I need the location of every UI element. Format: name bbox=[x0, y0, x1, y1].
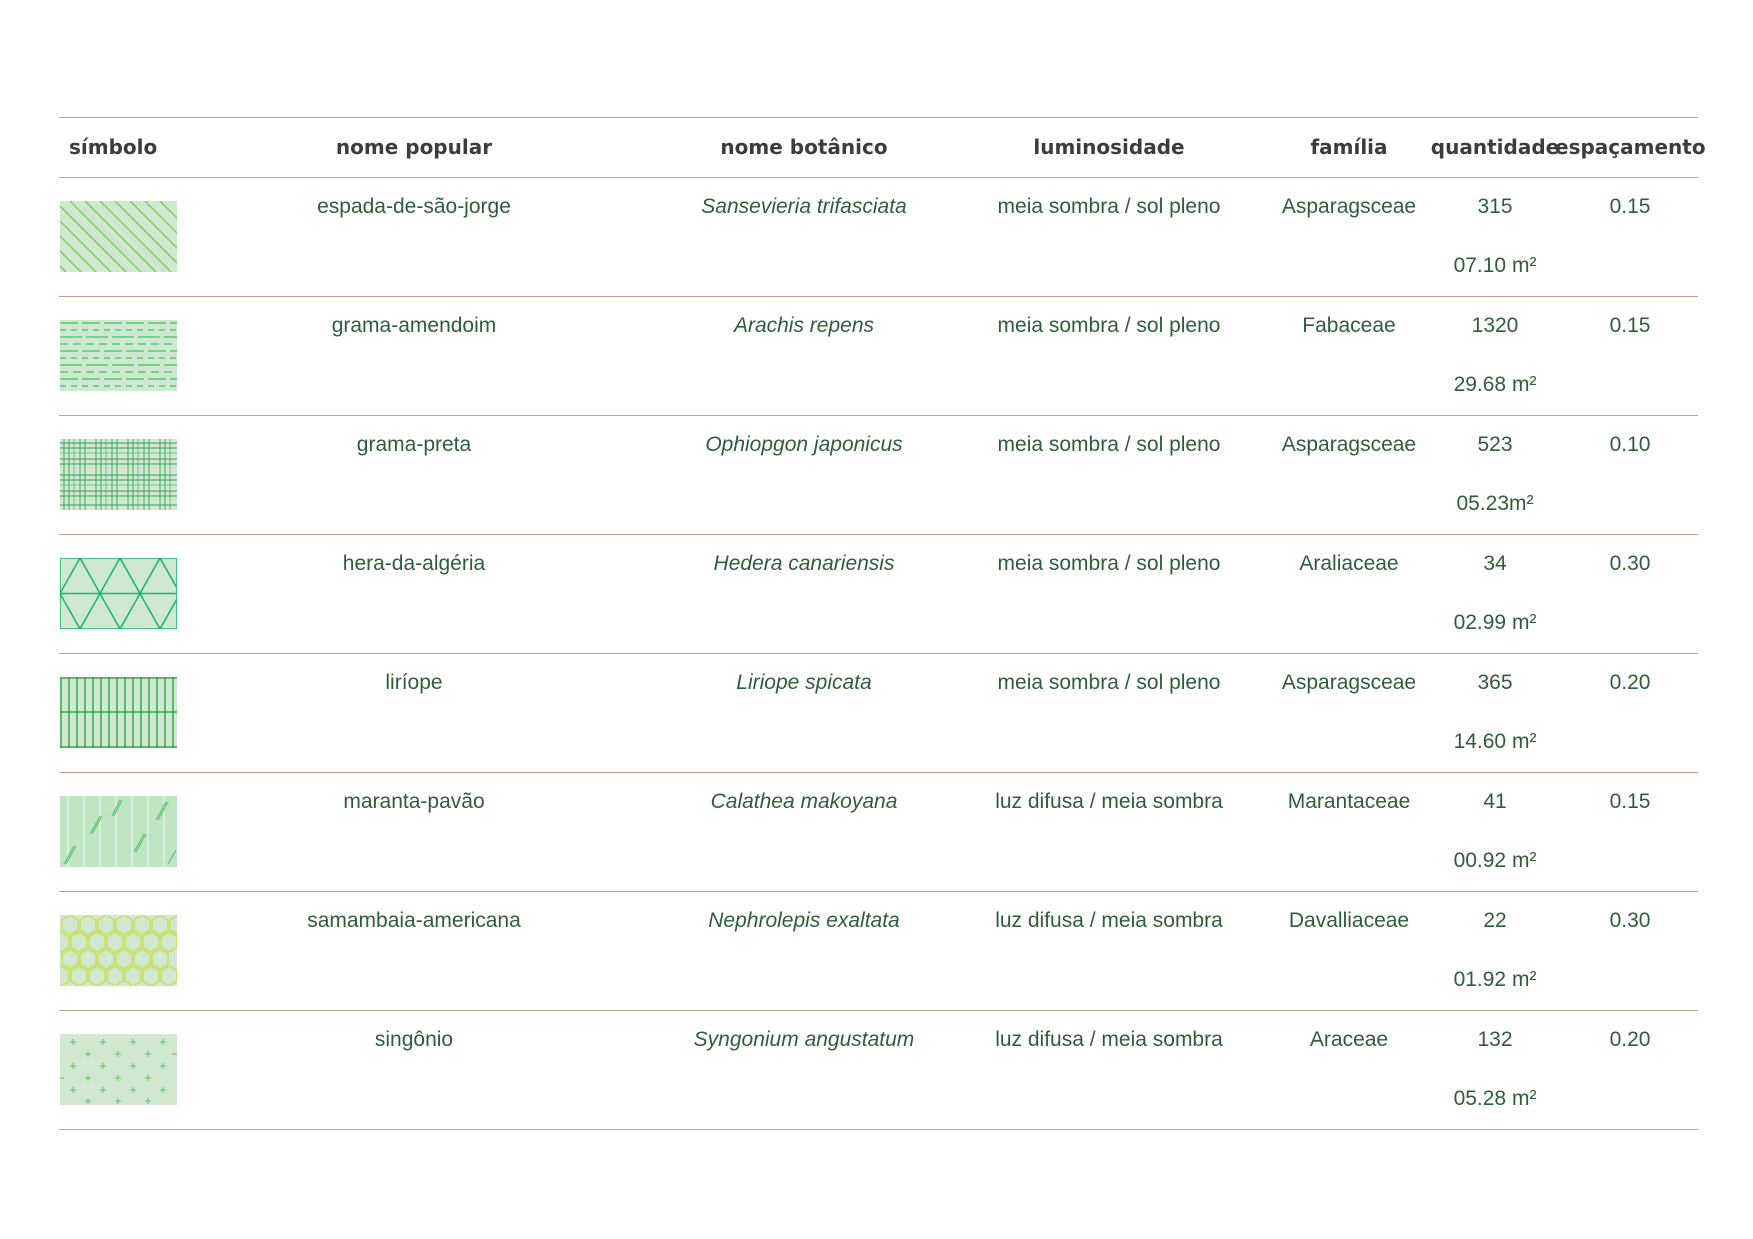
luminosidade: meia sombra / sol pleno bbox=[997, 195, 1221, 218]
luminosidade: meia sombra / sol pleno bbox=[997, 314, 1221, 337]
header-quantidade: quantidade bbox=[1430, 135, 1560, 159]
dashed-horizontal-lines-pattern-icon bbox=[60, 320, 177, 391]
nome-popular: espada-de-são-jorge bbox=[317, 195, 511, 218]
espacamento: 0.15 bbox=[1609, 314, 1651, 337]
luminosidade: luz difusa / meia sombra bbox=[995, 1028, 1223, 1051]
nome-popular: grama-preta bbox=[356, 433, 472, 456]
espacamento: 0.15 bbox=[1609, 790, 1651, 813]
familia: Fabaceae bbox=[1302, 314, 1396, 337]
hexagon-pattern-icon bbox=[60, 915, 177, 986]
luminosidade: luz difusa / meia sombra bbox=[995, 909, 1223, 932]
luminosidade: luz difusa / meia sombra bbox=[995, 790, 1223, 813]
quantidade: 132 bbox=[1477, 1028, 1513, 1051]
nome-botanico: Hedera canariensis bbox=[713, 552, 895, 575]
header-familia: família bbox=[1310, 135, 1388, 159]
table-row bbox=[59, 178, 1698, 297]
striped-leaf-pattern-icon bbox=[60, 796, 177, 867]
nome-botanico: Sansevieria trifasciata bbox=[701, 195, 907, 218]
table-header bbox=[59, 118, 1706, 178]
area: 29.68 m² bbox=[1453, 373, 1537, 396]
nome-popular: maranta-pavão bbox=[343, 790, 485, 813]
quantidade: 41 bbox=[1483, 790, 1507, 813]
espacamento: 0.10 bbox=[1609, 433, 1651, 456]
area: 02.99 m² bbox=[1453, 611, 1537, 634]
familia: Asparagsceae bbox=[1281, 195, 1417, 218]
area: 00.92 m² bbox=[1453, 849, 1537, 872]
quantidade: 365 bbox=[1477, 671, 1513, 694]
familia: Marantaceae bbox=[1287, 790, 1411, 813]
familia: Asparagsceae bbox=[1281, 671, 1417, 694]
header-nome-popular: nome popular bbox=[335, 135, 493, 159]
nome-botanico: Arachis repens bbox=[733, 314, 875, 337]
familia: Araliaceae bbox=[1299, 552, 1399, 575]
area: 07.10 m² bbox=[1453, 254, 1537, 277]
header-nome-botanico: nome botânico bbox=[720, 135, 888, 159]
quantidade: 34 bbox=[1483, 552, 1507, 575]
triangular-lattice-pattern-icon bbox=[60, 558, 177, 629]
table-row bbox=[59, 654, 1698, 773]
familia: Araceae bbox=[1309, 1028, 1389, 1051]
luminosidade: meia sombra / sol pleno bbox=[997, 433, 1221, 456]
familia: Davalliaceae bbox=[1288, 909, 1410, 932]
familia: Asparagsceae bbox=[1281, 433, 1417, 456]
header-espacamento: espaçamento bbox=[1555, 135, 1706, 159]
nome-popular: hera-da-algéria bbox=[342, 552, 486, 575]
espacamento: 0.15 bbox=[1609, 195, 1651, 218]
espacamento: 0.30 bbox=[1609, 552, 1651, 575]
table-row bbox=[59, 535, 1698, 654]
header-luminosidade: luminosidade bbox=[1033, 135, 1185, 159]
area: 05.28 m² bbox=[1453, 1087, 1537, 1110]
nome-botanico: Syngonium angustatum bbox=[693, 1028, 915, 1051]
nome-botanico: Calathea makoyana bbox=[710, 790, 898, 813]
espacamento: 0.20 bbox=[1609, 671, 1651, 694]
quantidade: 523 bbox=[1477, 433, 1513, 456]
luminosidade: meia sombra / sol pleno bbox=[997, 671, 1221, 694]
nome-popular: liríope bbox=[385, 671, 443, 694]
nome-botanico: Liriope spicata bbox=[736, 671, 872, 694]
plus-dots-pattern-icon bbox=[60, 1034, 177, 1105]
espacamento: 0.30 bbox=[1609, 909, 1651, 932]
nome-popular: singônio bbox=[374, 1028, 454, 1051]
area: 01.92 m² bbox=[1453, 968, 1537, 991]
nome-popular: grama-amendoim bbox=[331, 314, 497, 337]
table-row bbox=[59, 773, 1698, 892]
quantidade: 1320 bbox=[1471, 314, 1519, 337]
nome-popular: samambaia-americana bbox=[307, 909, 521, 932]
table-row bbox=[59, 892, 1698, 1011]
quantidade: 22 bbox=[1483, 909, 1507, 932]
nome-botanico: Ophiopgon japonicus bbox=[705, 433, 903, 456]
quantidade: 315 bbox=[1477, 195, 1513, 218]
grid-weave-pattern-icon bbox=[60, 439, 177, 510]
vertical-lines-pattern-icon bbox=[60, 677, 177, 748]
luminosidade: meia sombra / sol pleno bbox=[997, 552, 1221, 575]
plant-table bbox=[59, 117, 1706, 1130]
area: 05.23m² bbox=[1456, 492, 1534, 515]
area: 14.60 m² bbox=[1453, 730, 1537, 753]
diagonal-lines-pattern-icon bbox=[60, 201, 177, 272]
header-simbolo: símbolo bbox=[69, 135, 158, 159]
espacamento: 0.20 bbox=[1609, 1028, 1651, 1051]
table-row bbox=[59, 416, 1698, 535]
table-row bbox=[59, 1011, 1698, 1130]
table-row bbox=[59, 297, 1698, 416]
nome-botanico: Nephrolepis exaltata bbox=[708, 909, 900, 932]
